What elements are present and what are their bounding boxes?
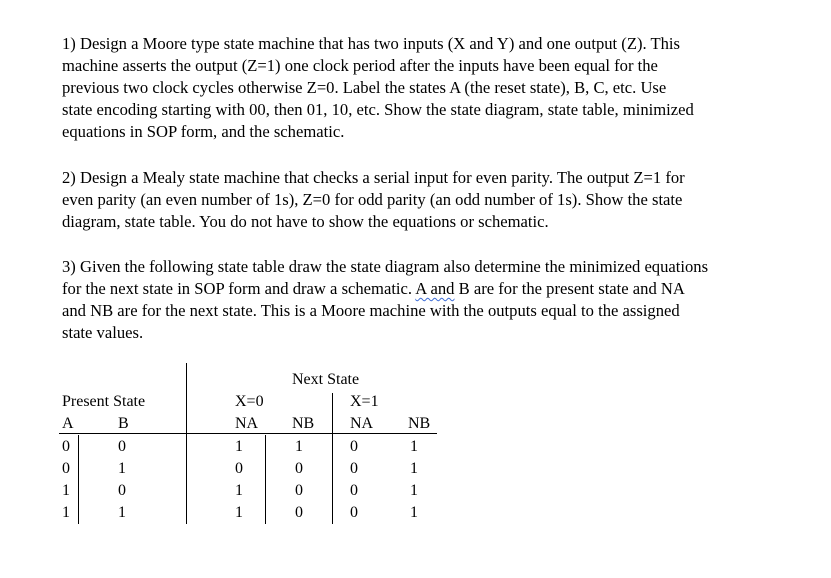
table-cell: 0 bbox=[350, 460, 358, 477]
question-3-line: 3) Given the following state table draw the state diagram also determine the minimized equations bbox=[62, 257, 709, 276]
table-divider-present-next bbox=[186, 363, 187, 524]
column-a-header: A bbox=[62, 415, 74, 432]
table-cell: 1 bbox=[410, 482, 418, 499]
table-cell: 0 bbox=[235, 460, 243, 477]
question-1-line: previous two clock cycles otherwise Z=0. Label the states A (the reset state), B, C, etc. Use bbox=[62, 78, 667, 97]
question-2-line: even parity (an even number of 1s), Z=0 for odd parity (an odd number of 1s). Show the state bbox=[62, 190, 683, 209]
column-na-x1-header: NA bbox=[350, 415, 374, 432]
table-cell: 1 bbox=[118, 504, 126, 521]
table-divider-a-b bbox=[78, 435, 79, 524]
table-cell: 0 bbox=[295, 460, 303, 477]
table-divider-na-nb-x0 bbox=[265, 435, 266, 524]
question-2 bbox=[62, 167, 822, 233]
table-cell: 1 bbox=[62, 504, 70, 521]
table-cell: 1 bbox=[235, 482, 243, 499]
table-cell: 1 bbox=[62, 482, 70, 499]
question-3 bbox=[62, 256, 822, 344]
question-3-text: B are for the present state and NA bbox=[454, 279, 685, 298]
table-cell: 1 bbox=[410, 438, 418, 455]
question-3-line bbox=[62, 278, 822, 300]
table-cell: 0 bbox=[350, 482, 358, 499]
table-cell: 0 bbox=[350, 438, 358, 455]
question-1-line: state encoding starting with 00, then 01, 10, etc. Show the state diagram, state table, minimized bbox=[62, 100, 694, 119]
table-cell: 0 bbox=[62, 438, 70, 455]
question-1-line: 1) Design a Moore type state machine that has two inputs (X and Y) and one output (Z). This bbox=[62, 34, 680, 53]
next-state-header: Next State bbox=[292, 371, 360, 388]
column-b-header: B bbox=[118, 415, 129, 432]
question-2-line: 2) Design a Mealy state machine that checks a serial input for even parity. The output Z=1 for bbox=[62, 168, 685, 187]
table-cell: 0 bbox=[62, 460, 70, 477]
table-divider-x0-x1 bbox=[332, 393, 333, 524]
question-1 bbox=[62, 33, 822, 143]
question-2-line: diagram, state table. You do not have to show the equations or schematic. bbox=[62, 212, 549, 231]
question-1-line: machine asserts the output (Z=1) one clock period after the inputs have been equal for the bbox=[62, 56, 658, 75]
table-cell: 1 bbox=[118, 460, 126, 477]
question-3-line: state values. bbox=[62, 323, 144, 342]
column-nb-x0-header: NB bbox=[292, 415, 315, 432]
x1-header: X=1 bbox=[350, 393, 379, 410]
table-cell: 0 bbox=[295, 482, 303, 499]
column-nb-x1-header: NB bbox=[408, 415, 431, 432]
table-cell: 0 bbox=[118, 438, 126, 455]
table-cell: 0 bbox=[118, 482, 126, 499]
table-cell: 1 bbox=[410, 460, 418, 477]
x0-header: X=0 bbox=[235, 393, 264, 410]
question-3-line: and NB are for the next state. This is a Moore machine with the outputs equal to the assigned bbox=[62, 301, 680, 320]
column-na-x0-header: NA bbox=[235, 415, 259, 432]
question-1-line: equations in SOP form, and the schematic. bbox=[62, 122, 345, 141]
question-3-text: for the next state in SOP form and draw a schematic. bbox=[62, 279, 416, 298]
table-cell: 0 bbox=[295, 504, 303, 521]
table-cell: 1 bbox=[295, 438, 303, 455]
table-cell: 0 bbox=[350, 504, 358, 521]
table-cell: 1 bbox=[235, 504, 243, 521]
table-cell: 1 bbox=[410, 504, 418, 521]
spellcheck-underline-text: A and bbox=[415, 279, 455, 298]
present-state-header: Present State bbox=[62, 393, 146, 410]
table-cell: 1 bbox=[235, 438, 243, 455]
